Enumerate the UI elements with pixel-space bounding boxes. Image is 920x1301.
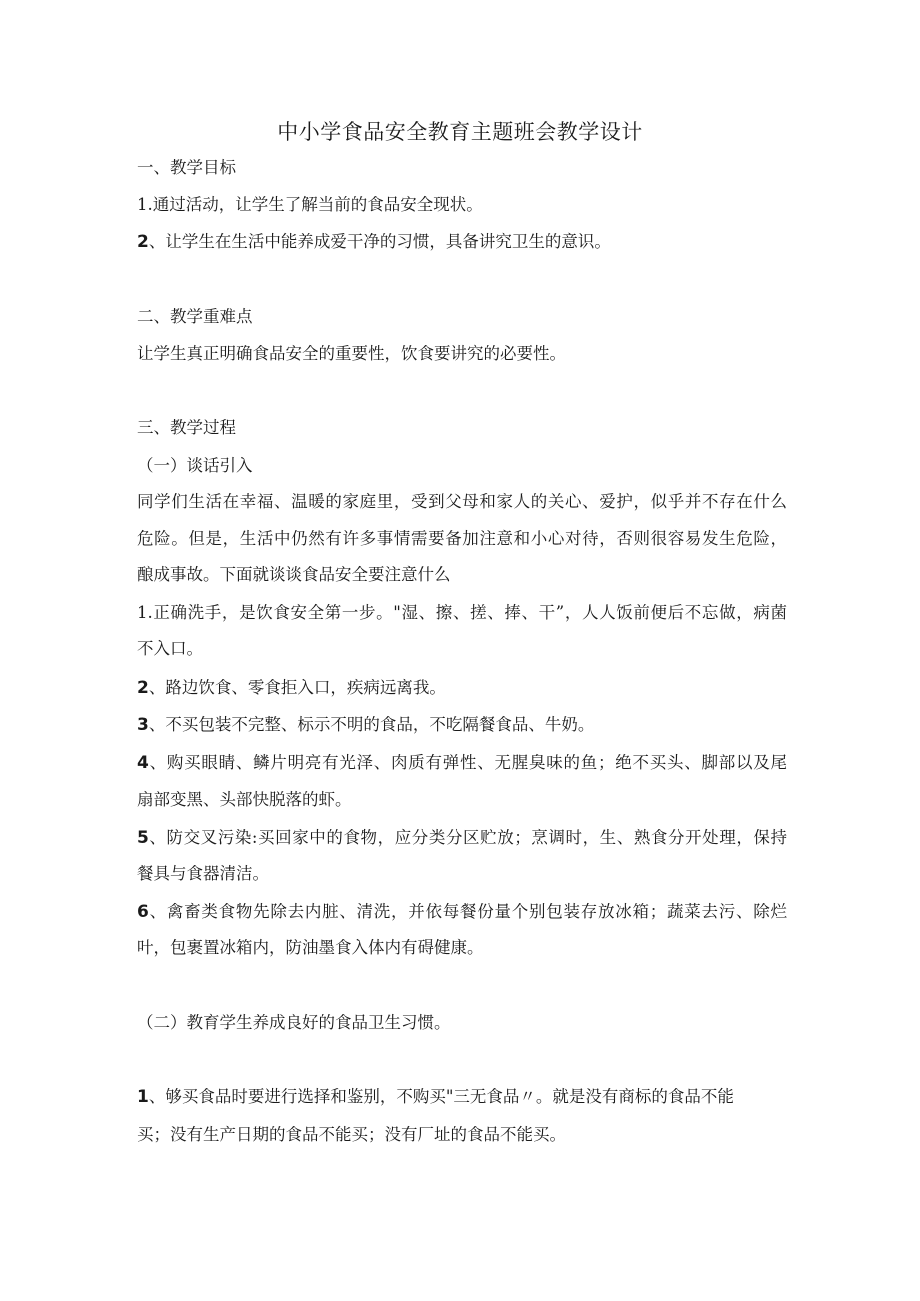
- tip6-line-2: 叶，包裹置冰箱内，防油墨食入体内有碍健康。: [137, 938, 484, 957]
- item-number: 2: [137, 232, 149, 252]
- item-text: 、购买眼睛、鳞片明亮有光泽、肉质有弹性、无腥臭味的鱼；绝不买头、脚部以及尾: [148, 753, 787, 772]
- document-title: 中小学食品安全教育主题班会教学设计: [277, 120, 643, 144]
- intro-line-2: 危险。但是，生活中仍然有许多事情需要备加注意和小心对待，否则很容易发生危险，: [137, 529, 787, 548]
- tip3: [137, 713, 787, 737]
- tip4-line-1: [137, 751, 787, 775]
- section2-heading: 二、教学重难点: [137, 307, 253, 326]
- tip4-line-2: 扇部变黑、头部快脱落的虾。: [137, 790, 352, 809]
- item-number: 4: [137, 753, 149, 773]
- item-text: 、够买食品时要进行选择和鉴别，不购买"三无食品〃。就是没有商标的食品不能: [148, 1087, 734, 1106]
- section1-item1: 1.通过活动，让学生了解当前的食品安全现状。: [137, 195, 483, 214]
- section1-heading: 一、教学目标: [137, 158, 236, 177]
- item-number: 3: [137, 715, 149, 735]
- intro-line-3: 酿成事故。下面就谈谈食品安全要注意什么: [137, 565, 451, 584]
- item-text: 、不买包装不完整、标示不明的食品，不吃隔餐食品、牛奶。: [148, 715, 595, 734]
- intro-line-1: 同学们生活在幸福、温暖的家庭里，受到父母和家人的关心、爱护，似乎并不存在什么: [137, 492, 787, 511]
- section3-heading: 三、教学过程: [137, 418, 236, 437]
- item-number: 5: [137, 828, 149, 848]
- item-number: 2: [137, 678, 149, 698]
- item-number: 6: [137, 902, 149, 922]
- tip6-line-1: [137, 900, 787, 924]
- habit1-line-1: [137, 1085, 757, 1109]
- item-text: 、让学生在生活中能养成爱干净的习惯，具备讲究卫生的意识。: [148, 232, 611, 251]
- item-text: 、禽畜类食物先除去内脏、清洗，并依每餐份量个别包装存放冰箱；蔬菜去污、除烂: [148, 902, 787, 921]
- tip5-line-1: [137, 826, 787, 850]
- tip1-line-2: 不入口。: [137, 639, 203, 658]
- item-number: 1: [137, 1087, 149, 1107]
- habit1-line-2: 买；没有生产日期的食品不能买；没有厂址的食品不能买。: [137, 1125, 566, 1144]
- item-text: 、路边饮食、零食拒入口，疾病远离我。: [148, 678, 446, 697]
- tip2: [137, 676, 787, 700]
- section2-text: 让学生真正明确食品安全的重要性，饮食要讲究的必要性。: [137, 344, 566, 363]
- section1-item2: [137, 230, 787, 254]
- item-text: 、防交叉污染:买回家中的食物，应分类分区贮放；烹调时，生、熟食分开处理，保持: [148, 828, 787, 847]
- tip5-line-2: 餐具与食器清洁。: [137, 864, 269, 883]
- sub2-heading: （二）教育学生养成良好的食品卫生习惯。: [137, 1013, 451, 1032]
- tip1-line-1: 1.正确洗手，是饮食安全第一步。"湿、擦、搓、捧、干”，人人饭前便后不忘做，病菌: [137, 603, 787, 622]
- sub1-heading: （一）谈话引入: [137, 456, 253, 475]
